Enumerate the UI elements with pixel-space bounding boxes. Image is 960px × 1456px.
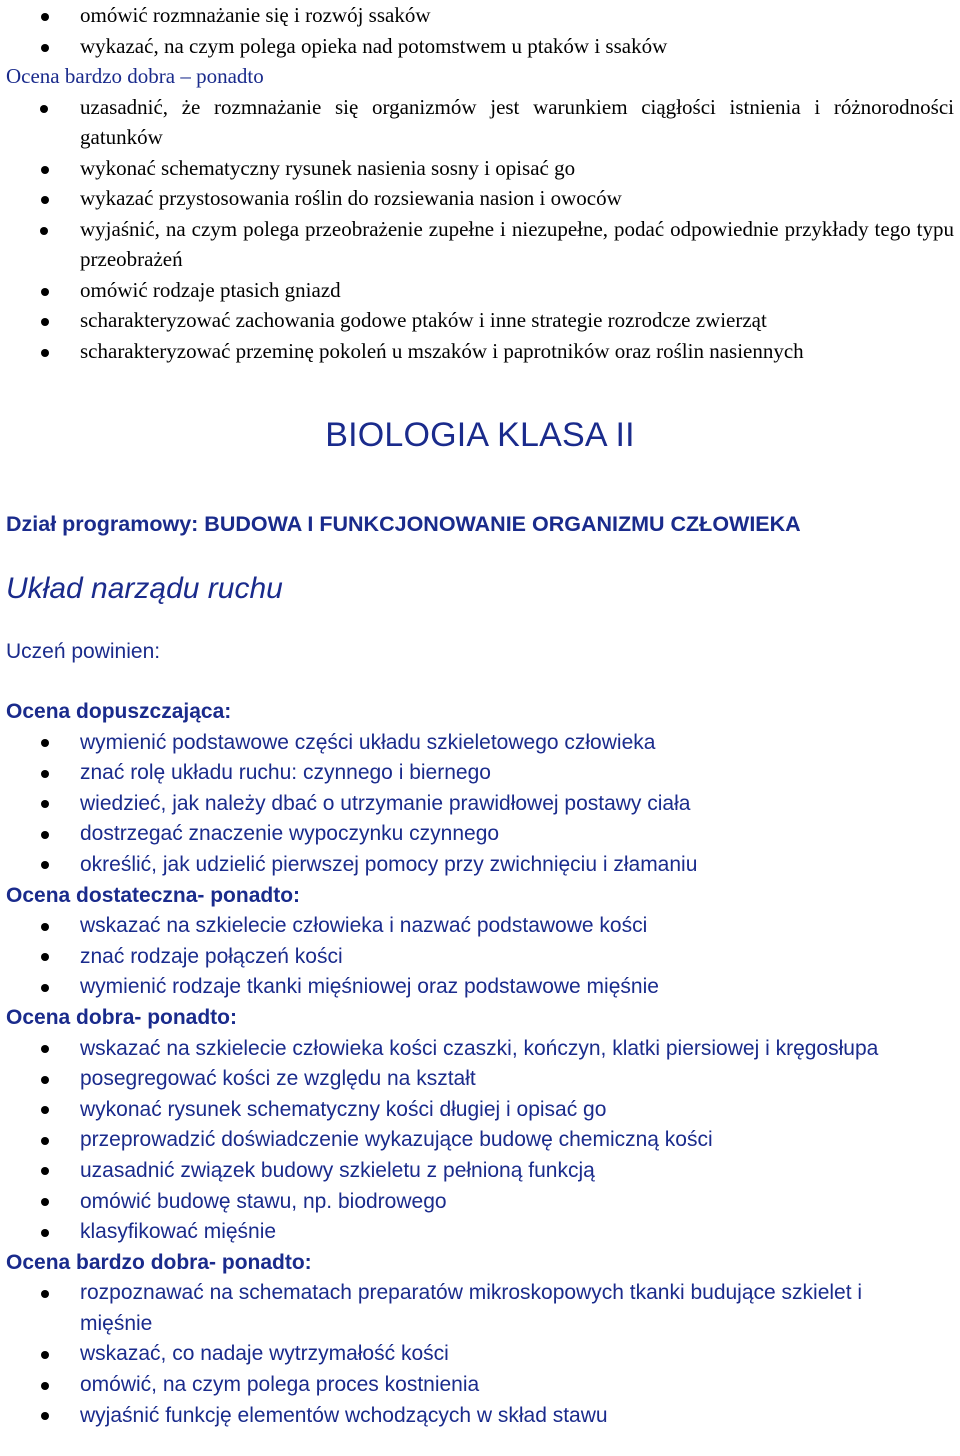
bullet-icon xyxy=(40,1187,50,1218)
grade-heading: Ocena dostateczna- ponadto: xyxy=(6,883,301,907)
bullet-icon xyxy=(40,1034,50,1065)
grade-heading: Ocena dopuszczająca: xyxy=(6,700,232,723)
bullet-icon xyxy=(40,1095,50,1126)
bullet-icon xyxy=(40,214,50,245)
list-item: wymienić podstawowe części układu szkieletowego człowieka xyxy=(0,728,960,759)
list-item: wyjaśnić funkcję elementów wchodzących w skład stawu xyxy=(0,1401,960,1432)
bullet-icon xyxy=(40,31,50,62)
bullet-list-grade-4 xyxy=(0,1278,960,1431)
list-item: wykazać, na czym polega opieka nad potomstwem u ptaków i ssaków xyxy=(0,31,960,62)
grade-heading: Ocena bardzo dobra – ponadto xyxy=(6,64,264,88)
list-item: wskazać na szkielecie człowieka kości czaszki, kończyn, klatki piersiowej i kręgosłupa xyxy=(0,1034,918,1065)
bullet-icon xyxy=(40,1125,50,1156)
list-item: uzasadnić, że rozmnażanie się organizmów jest warunkiem ciągłości istnienia i różnorodności gatunków xyxy=(0,92,960,153)
bullet-icon xyxy=(40,758,50,789)
bullet-icon xyxy=(40,275,50,306)
grade-heading: Ocena bardzo dobra- ponadto: xyxy=(6,1250,312,1274)
list-item: uzasadnić związek budowy szkieletu z pełnioną funkcją xyxy=(0,1156,960,1187)
list-item: wykazać przystosowania roślin do rozsiewania nasion i owoców xyxy=(0,183,960,214)
bullet-icon xyxy=(40,183,50,214)
list-item: scharakteryzować przeminę pokoleń u mszaków i paprotników oraz roślin nasiennych xyxy=(0,336,960,367)
bullet-list-grade-1 xyxy=(0,728,960,881)
bullet-icon xyxy=(40,1217,50,1248)
list-item: rozpoznawać na schematach preparatów mikroskopowych tkanki budujące szkielet i mięśnie xyxy=(0,1278,916,1339)
bullet-icon xyxy=(40,972,50,1003)
bullet-icon xyxy=(40,1278,50,1309)
list-item: omówić budowę stawu, np. biodrowego xyxy=(0,1187,960,1218)
bullet-icon xyxy=(40,850,50,881)
bullet-icon xyxy=(40,819,50,850)
page-title: BIOLOGIA KLASA II xyxy=(325,416,635,454)
bullet-icon xyxy=(40,92,50,123)
list-item: wymienić rodzaje tkanki mięśniowej oraz podstawowe mięśnie xyxy=(0,972,960,1003)
list-item: klasyfikować mięśnie xyxy=(0,1217,960,1248)
list-item: omówić rodzaje ptasich gniazd xyxy=(0,275,960,306)
grade-heading: Ocena dobra- ponadto: xyxy=(6,1005,237,1029)
list-item: przeprowadzić doświadczenie wykazujące budowę chemiczną kości xyxy=(0,1125,960,1156)
bullet-list-grade-3 xyxy=(0,1034,960,1248)
bullet-icon xyxy=(40,1370,50,1401)
department-heading: Dział programowy: BUDOWA I FUNKCJONOWANIE ORGANIZMU CZŁOWIEKA xyxy=(6,512,801,536)
list-item: dostrzegać znaczenie wypoczynku czynnego xyxy=(0,819,960,850)
list-item: wskazać, co nadaje wytrzymałość kości xyxy=(0,1339,960,1370)
bullet-icon xyxy=(40,153,50,184)
bullet-icon xyxy=(40,728,50,759)
list-item: omówić rozmnażanie się i rozwój ssaków xyxy=(0,0,960,31)
bullet-icon xyxy=(40,789,50,820)
bullet-list-grade-2 xyxy=(0,911,960,1003)
list-item: określić, jak udzielić pierwszej pomocy przy zwichnięciu i złamaniu xyxy=(0,850,960,881)
previous-section xyxy=(0,0,960,366)
bullet-icon xyxy=(40,305,50,336)
bullet-icon xyxy=(40,1156,50,1187)
bullet-icon xyxy=(40,1064,50,1095)
bullet-list-top-a xyxy=(0,0,960,61)
topic-heading: Układ narządu ruchu xyxy=(6,572,283,605)
grade-requirements xyxy=(0,697,960,1431)
list-item: wskazać na szkielecie człowieka i nazwać podstawowe kości xyxy=(0,911,960,942)
bullet-list-top-b xyxy=(0,92,960,367)
bullet-icon xyxy=(40,911,50,942)
bullet-icon xyxy=(40,1339,50,1370)
bullet-icon xyxy=(40,1401,50,1432)
list-item: wiedzieć, jak należy dbać o utrzymanie prawidłowej postawy ciała xyxy=(0,789,960,820)
list-item: scharakteryzować zachowania godowe ptaków i inne strategie rozrodcze zwierząt xyxy=(0,305,960,336)
list-item: znać rolę układu ruchu: czynnego i biernego xyxy=(0,758,960,789)
list-item: wyjaśnić, na czym polega przeobrażenie zupełne i niezupełne, podać odpowiednie przykłady tego typu przeobrażeń xyxy=(0,214,960,275)
list-item: znać rodzaje połączeń kości xyxy=(0,942,960,973)
intro-text: Uczeń powinien: xyxy=(6,640,161,663)
list-item: wykonać schematyczny rysunek nasienia sosny i opisać go xyxy=(0,153,960,184)
bullet-icon xyxy=(40,336,50,367)
list-item: omówić, na czym polega proces kostnienia xyxy=(0,1370,960,1401)
bullet-icon xyxy=(40,0,50,31)
bullet-icon xyxy=(40,942,50,973)
list-item: wykonać rysunek schematyczny kości długiej i opisać go xyxy=(0,1095,960,1126)
list-item: posegregować kości ze względu na kształt xyxy=(0,1064,960,1095)
